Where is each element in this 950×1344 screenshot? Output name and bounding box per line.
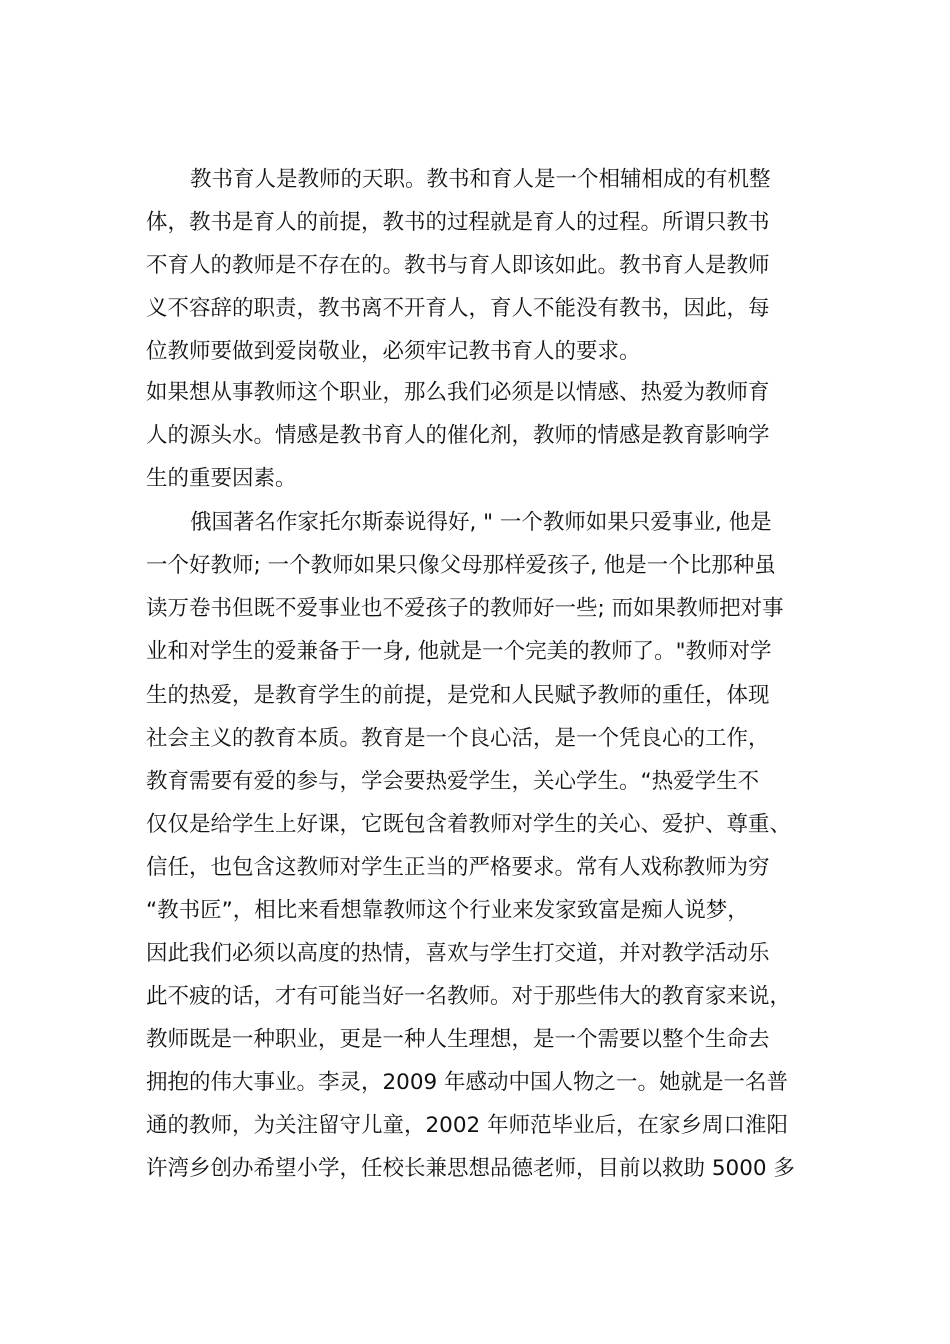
paragraph-3-line-11: 因此我们必须以高度的热情，喜欢与学生打交道，并对教学活动乐	[146, 941, 770, 966]
paragraph-3-line-1: 俄国著名作家托尔斯泰说得好, " 一个教师如果只爱事业, 他是	[190, 510, 772, 535]
paragraph-3-line-15: 通的教师，为关注留守儿童，2002 年师范毕业后，在家乡周口淮阳	[146, 1113, 789, 1138]
paragraph-3-line-6: 社会主义的教育本质。教育是一个良心活，是一个凭良心的工作，	[146, 726, 770, 751]
paragraph-1-line-4: 义不容辞的职责，教书离不开育人，育人不能没有教书，因此，每	[146, 296, 770, 321]
paragraph-1-line-5: 位教师要做到爱岗敬业，必须牢记教书育人的要求。	[146, 339, 641, 364]
paragraph-3-line-5: 生的热爱，是教育学生的前提，是党和人民赋予教师的重任，体现	[146, 683, 770, 708]
paragraph-2-line-2: 人的源头水。情感是教书育人的催化剂，教师的情感是教育影响学	[146, 423, 770, 448]
paragraph-3-line-13: 教师既是一种职业，更是一种人生理想，是一个需要以整个生命去	[146, 1027, 770, 1052]
paragraph-3-line-14: 拥抱的伟大事业。李灵，2009 年感动中国人物之一。她就是一名普	[146, 1070, 789, 1095]
paragraph-3-line-3: 读万卷书但既不爱事业也不爱孩子的教师好一些; 而如果教师把对事	[146, 596, 784, 621]
paragraph-3-line-2: 一个好教师; 一个教师如果只像父母那样爱孩子, 他是一个比那种虽	[146, 553, 776, 578]
paragraph-2-line-3: 生的重要因素。	[146, 466, 297, 491]
paragraph-3-line-8: 仅仅是给学生上好课，它既包含着教师对学生的关心、爱护、尊重、	[146, 812, 792, 837]
paragraph-1-line-3: 不育人的教师是不存在的。教书与育人即该如此。教书育人是教师	[146, 253, 770, 278]
paragraph-3-line-16: 许湾乡创办希望小学，任校长兼思想品德老师，目前以救助 5000 多	[146, 1156, 795, 1181]
paragraph-3-line-7: 教育需要有爱的参与，学会要热爱学生，关心学生。“热爱学生不	[146, 769, 760, 794]
paragraph-3-line-12: 此不疲的话，才有可能当好一名教师。对于那些伟大的教育家来说，	[146, 984, 792, 1009]
paragraph-2-line-1: 如果想从事教师这个职业，那么我们必须是以情感、热爱为教师育	[146, 380, 770, 405]
paragraph-3-line-10: “教书匠”，相比来看想靠教师这个行业来发家致富是痴人说梦，	[146, 898, 749, 923]
paragraph-3-line-4: 业和对学生的爱兼备于一身, 他就是一个完美的教师了。"教师对学	[146, 639, 772, 664]
paragraph-1-line-1: 教书育人是教师的天职。教书和育人是一个相辅相成的有机整	[190, 167, 771, 192]
paragraph-3-line-9: 信任，也包含这教师对学生正当的严格要求。常有人戏称教师为穷	[146, 855, 770, 880]
paragraph-1-line-2: 体，教书是育人的前提，教书的过程就是育人的过程。所谓只教书	[146, 210, 770, 235]
